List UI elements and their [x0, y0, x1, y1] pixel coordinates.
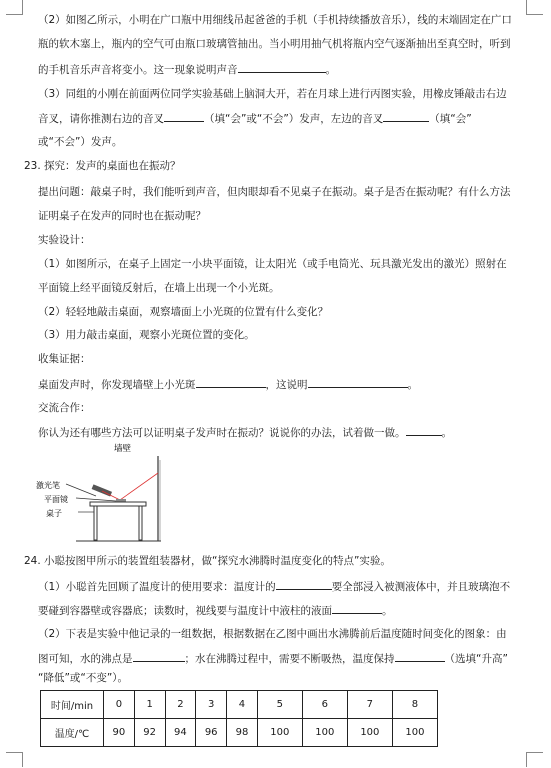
cooperation-heading: 交流合作：	[38, 402, 91, 414]
experiment-figure	[36, 438, 196, 543]
text: 。	[407, 379, 418, 391]
text: 。	[382, 605, 393, 617]
corner-mark-top-left	[6, 0, 23, 15]
answer-blank[interactable]	[196, 376, 266, 388]
table-row-temperature	[41, 719, 438, 747]
table-cell-temperature: 100	[257, 719, 302, 747]
text: （填“会”或“不会”）发声，左边的音叉	[204, 113, 384, 125]
table-header-time: 时间/min	[41, 691, 104, 719]
q22-part2-line1: （2）如图乙所示，小明在广口瓶中用细线吊起爸爸的手机（手机持续播放音乐），线的末端固定在广口	[38, 14, 512, 26]
text: 。	[441, 427, 452, 439]
table-row-time	[41, 691, 438, 719]
table-cell-temperature: 90	[104, 719, 135, 747]
answer-blank[interactable]	[406, 424, 442, 436]
text: （1）小聪首先回顾了温度计的使用要求：温度计的	[38, 581, 276, 593]
figure-label-table: 桌子	[46, 509, 62, 518]
design-step2: （2）轻轻地敲击桌面，观察墙面上小光斑的位置有什么变化？	[38, 306, 329, 318]
table-cell-temperature: 100	[347, 719, 392, 747]
tabletop-shape	[90, 502, 146, 506]
q24-part2-line2	[38, 650, 516, 666]
table-cell-time: 0	[104, 691, 135, 719]
table-cell-time: 3	[196, 691, 227, 719]
table-cell-time: 1	[134, 691, 165, 719]
q24-part2-line1: （2）下表是实验中他记录的一组数据，根据数据在乙图中画出水沸腾前后温度随时间变化的图象：由	[38, 628, 507, 640]
text: （填“会”	[429, 113, 472, 125]
answer-blank[interactable]	[276, 578, 332, 590]
text: 音叉，请你推测右边的音叉	[38, 113, 164, 125]
table-cell-temperature: 98	[227, 719, 258, 747]
data-table	[40, 690, 438, 747]
q23-problem-line2: 证明桌子在发声的同时也在振动呢？	[38, 210, 206, 222]
table-cell-time: 6	[302, 691, 347, 719]
q23-problem-line1: 提出问题：敲桌子时，我们能听到声音，但肉眼却看不见桌子在振动。桌子是否在振动呢？有什么方法	[38, 186, 511, 198]
design-step1-line2: 平面镜上经平面镜反射后，在墙上出现一个小光斑。	[38, 282, 280, 294]
table-leg-left	[94, 506, 97, 540]
table-cell-time: 4	[227, 691, 258, 719]
corner-mark-bottom-left	[6, 752, 23, 767]
mirror-shape	[116, 499, 126, 502]
design-heading: 实验设计：	[38, 234, 91, 246]
text: ，这说明	[265, 379, 308, 391]
mirror-pointer-line	[76, 498, 116, 501]
answer-blank[interactable]	[133, 650, 185, 662]
table-cell-temperature: 100	[302, 719, 347, 747]
evidence-heading: 收集证据：	[38, 353, 91, 365]
answer-blank[interactable]	[164, 110, 204, 122]
q24-part1-line2	[38, 602, 516, 618]
corner-mark-bottom-right	[526, 752, 543, 767]
table-cell-time: 5	[257, 691, 302, 719]
q22-part2-line3	[38, 61, 516, 77]
figure-label-mirror: 平面镜	[44, 495, 68, 504]
table-cell-temperature: 96	[196, 719, 227, 747]
evidence-line	[38, 376, 516, 392]
q22-part2-line2: 瓶的软木塞上，瓶内的空气可由瓶口玻璃管抽出。当小明用抽气机将瓶内空气逐渐抽出至真空时，听到	[38, 38, 511, 50]
answer-blank[interactable]	[332, 602, 382, 614]
table-header-temperature: 温度/℃	[41, 719, 104, 747]
table-leg-right	[139, 506, 142, 540]
text: 的手机音乐声音将变小。这一现象说明声音	[38, 64, 238, 76]
q24-part1-line1	[38, 578, 516, 594]
reflected-beam	[120, 473, 158, 500]
figure-label-laser-pen: 激光笔	[36, 481, 60, 490]
text: （选填“升高”	[444, 653, 508, 665]
table-cell-temperature: 100	[392, 719, 437, 747]
text: 你认为还有哪些方法可以证明桌子发声时在振动？说说你的办法，试着做一做。	[38, 427, 406, 439]
table-cell-temperature: 94	[165, 719, 196, 747]
design-step3: （3）用力敲击桌面，观察小光斑位置的变化。	[38, 329, 255, 341]
answer-blank[interactable]	[308, 376, 408, 388]
q24-part2-line3: “降低”或“不变”）。	[38, 672, 129, 684]
table-cell-time: 8	[392, 691, 437, 719]
question-24-title: 24. 小聪按图甲所示的装置组装器材，做“探究水沸腾时温度变化的特点”实验。	[24, 555, 391, 567]
figure-label-wall: 墙壁	[114, 444, 132, 454]
q22-part3-line3: 或“不会”）发声。	[38, 136, 123, 148]
text: 。	[325, 64, 336, 76]
question-23-title: 23. 探究：发声的桌面也在振动？	[24, 160, 181, 172]
text: 图可知，水的沸点是	[38, 653, 133, 665]
answer-blank[interactable]	[383, 110, 429, 122]
text: 要碰到容器壁或容器底；读数时，视线要与温度计中液柱的液面	[38, 605, 332, 617]
corner-mark-top-right	[526, 0, 543, 15]
answer-blank[interactable]	[238, 61, 326, 73]
text: 要全部浸入被测液体中，并且玻璃泡不	[331, 581, 511, 593]
q22-part3-line2	[38, 110, 516, 126]
text: 桌面发声时，你发现墙壁上小光斑	[38, 379, 196, 391]
q22-part3-line1: （3）同组的小刚在前面两位同学实验基础上脑洞大开，若在月球上进行丙图实验，用橡皮锤敲击右边	[38, 88, 507, 100]
table-cell-temperature: 92	[134, 719, 165, 747]
answer-blank[interactable]	[395, 650, 445, 662]
text: ；水在沸腾过程中，需要不断吸热，温度保持	[184, 653, 395, 665]
laser-pointer-line	[66, 484, 96, 496]
design-step1-line1: （1）如图所示，在桌子上固定一小块平面镜，让太阳光（或手电筒光、玩具激光发出的激光）照射在	[38, 258, 507, 270]
table-cell-time: 7	[347, 691, 392, 719]
table-cell-time: 2	[165, 691, 196, 719]
